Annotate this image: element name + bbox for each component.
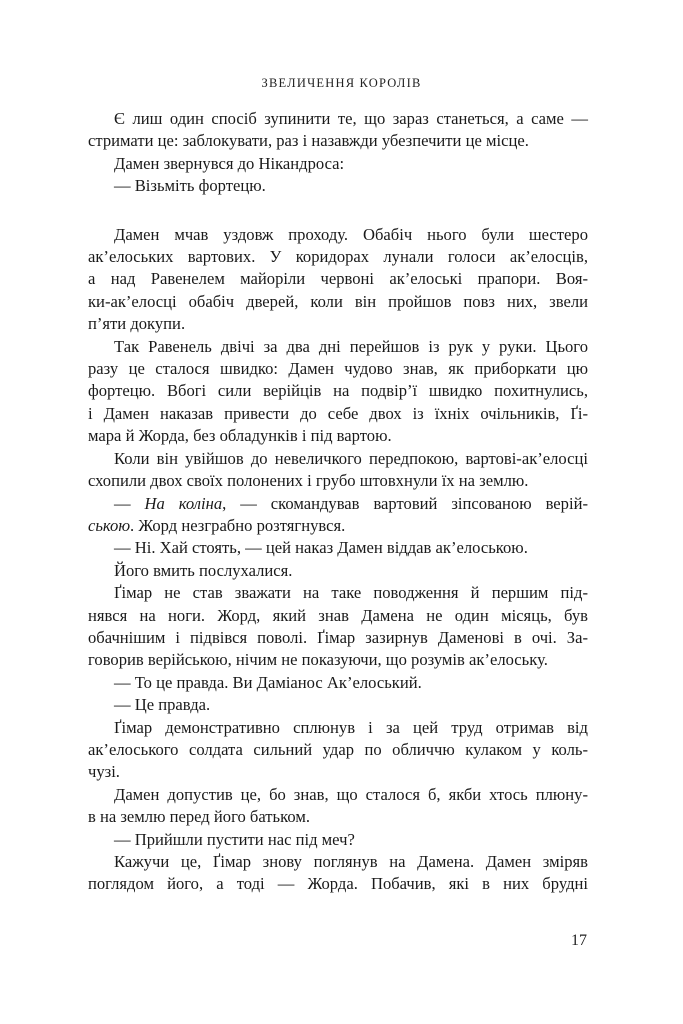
paragraph — [88, 851, 588, 896]
text-line: мара й Жорда, без обладунків і під вартою. — [88, 426, 392, 446]
text-block-2 — [88, 224, 588, 896]
text-line: — Прийшли пустити нас під меч? — [114, 829, 355, 849]
running-head: ЗВЕЛИЧЕННЯ КОРОЛІВ — [261, 76, 422, 90]
text-line: п’яти докупи. — [88, 314, 186, 334]
paragraph — [88, 582, 588, 672]
paragraph — [88, 224, 588, 336]
text-line: Дамен звернувся до Нікандроса: — [114, 153, 345, 173]
paragraph — [88, 784, 588, 829]
paragraph — [88, 336, 588, 448]
text-line: стримати це: заблокувати, раз і назавжди убезпечити це місце. — [88, 131, 529, 151]
text-line: а над Равенелем майоріли червоні ак’елоські прапори. Воя- — [88, 269, 588, 289]
text-line: Так Равенель двічі за два дні перейшов із рук у руки. Цього — [114, 336, 588, 356]
text-line: — Ні. Хай стоять, — цей наказ Дамен віддав ак’елоською. — [114, 538, 528, 558]
text-line: ак’елоських вартових. У коридорах лунали голоси ак’елосців, — [88, 247, 588, 267]
paragraph — [88, 672, 588, 694]
italic-phrase: ською — [88, 515, 131, 535]
text-line: фортецю. Вбогі сили верійців на подвір’ї швидко похитнулись, — [88, 381, 588, 401]
text-line: ською. Жорд незграбно розтягнувся. — [88, 515, 346, 535]
text-line: Коли він увійшов до невеличкого передпокою, вартові-ак’елосці — [114, 448, 588, 468]
text-line: ки-ак’елосці обабіч дверей, коли він пройшов повз них, звели — [88, 291, 588, 311]
text-line: Ґімар демонстративно сплюнув і за цей труд отримав від — [114, 717, 588, 737]
paragraph — [88, 175, 588, 197]
text-line: Ґімар не став зважати на таке поводження й першим під- — [114, 583, 588, 603]
text-line: ак’елоського солдата сильний удар по обличчю кулаком у коль- — [88, 739, 588, 759]
text-line: в на землю перед його батьком. — [88, 807, 310, 827]
section-break — [88, 198, 588, 224]
text-block-1 — [88, 108, 588, 198]
text-line: і Дамен наказав привести до себе двох із їхніх очільників, Ґі- — [88, 403, 588, 423]
paragraph — [88, 694, 588, 716]
text-line: разу це сталося швидко: Дамен чудово знав, як приборкати цю — [88, 359, 588, 379]
text-line: чузі. — [88, 762, 120, 782]
text-line: нявся на ноги. Жорд, який знав Дамена не один місяць, був — [88, 605, 588, 625]
text-line: Є лиш один спосіб зупинити те, що зараз станеться, а саме — — [114, 109, 588, 128]
paragraph — [88, 717, 588, 784]
paragraph — [88, 448, 588, 493]
paragraph — [88, 493, 588, 538]
paragraph — [88, 829, 588, 851]
text-line: Дамен допустив це, бо знав, що сталося б, якби хтось плюну- — [114, 784, 588, 804]
text-line: — Це правда. — [114, 695, 211, 715]
text-line: — Візьміть фортецю. — [114, 176, 266, 196]
text-line: обачнішим і підвівся поволі. Ґімар зазирнув Даменові в очі. За- — [88, 627, 588, 647]
paragraph — [88, 560, 588, 582]
paragraph — [88, 108, 588, 153]
italic-phrase: На коліна — [144, 493, 223, 513]
paragraph — [88, 153, 588, 175]
text-line: — То це правда. Ви Даміанос Ак’елоський. — [114, 672, 422, 692]
paragraph — [88, 537, 588, 559]
text-line: Дамен мчав уздовж проходу. Обабіч нього були шестеро — [114, 224, 588, 244]
text-line: Кажучи це, Ґімар знову поглянув на Дамена. Дамен зміряв — [114, 852, 588, 871]
page-number: 17 — [571, 932, 587, 949]
text-line: поглядом його, а тоді — Жорда. Побачив, які в них брудні — [88, 874, 588, 894]
text-line: Його вмить послухалися. — [114, 560, 293, 580]
text-line: — На коліна, — скомандував вартовий зіпсованою верій- — [114, 493, 588, 513]
text-line: схопили двох своїх полонених і грубо штовхнули їх на землю. — [88, 471, 529, 491]
body-text — [88, 108, 588, 896]
text-line: говорив верійською, нічим не показуючи, що розумів ак’елоську. — [88, 650, 548, 670]
